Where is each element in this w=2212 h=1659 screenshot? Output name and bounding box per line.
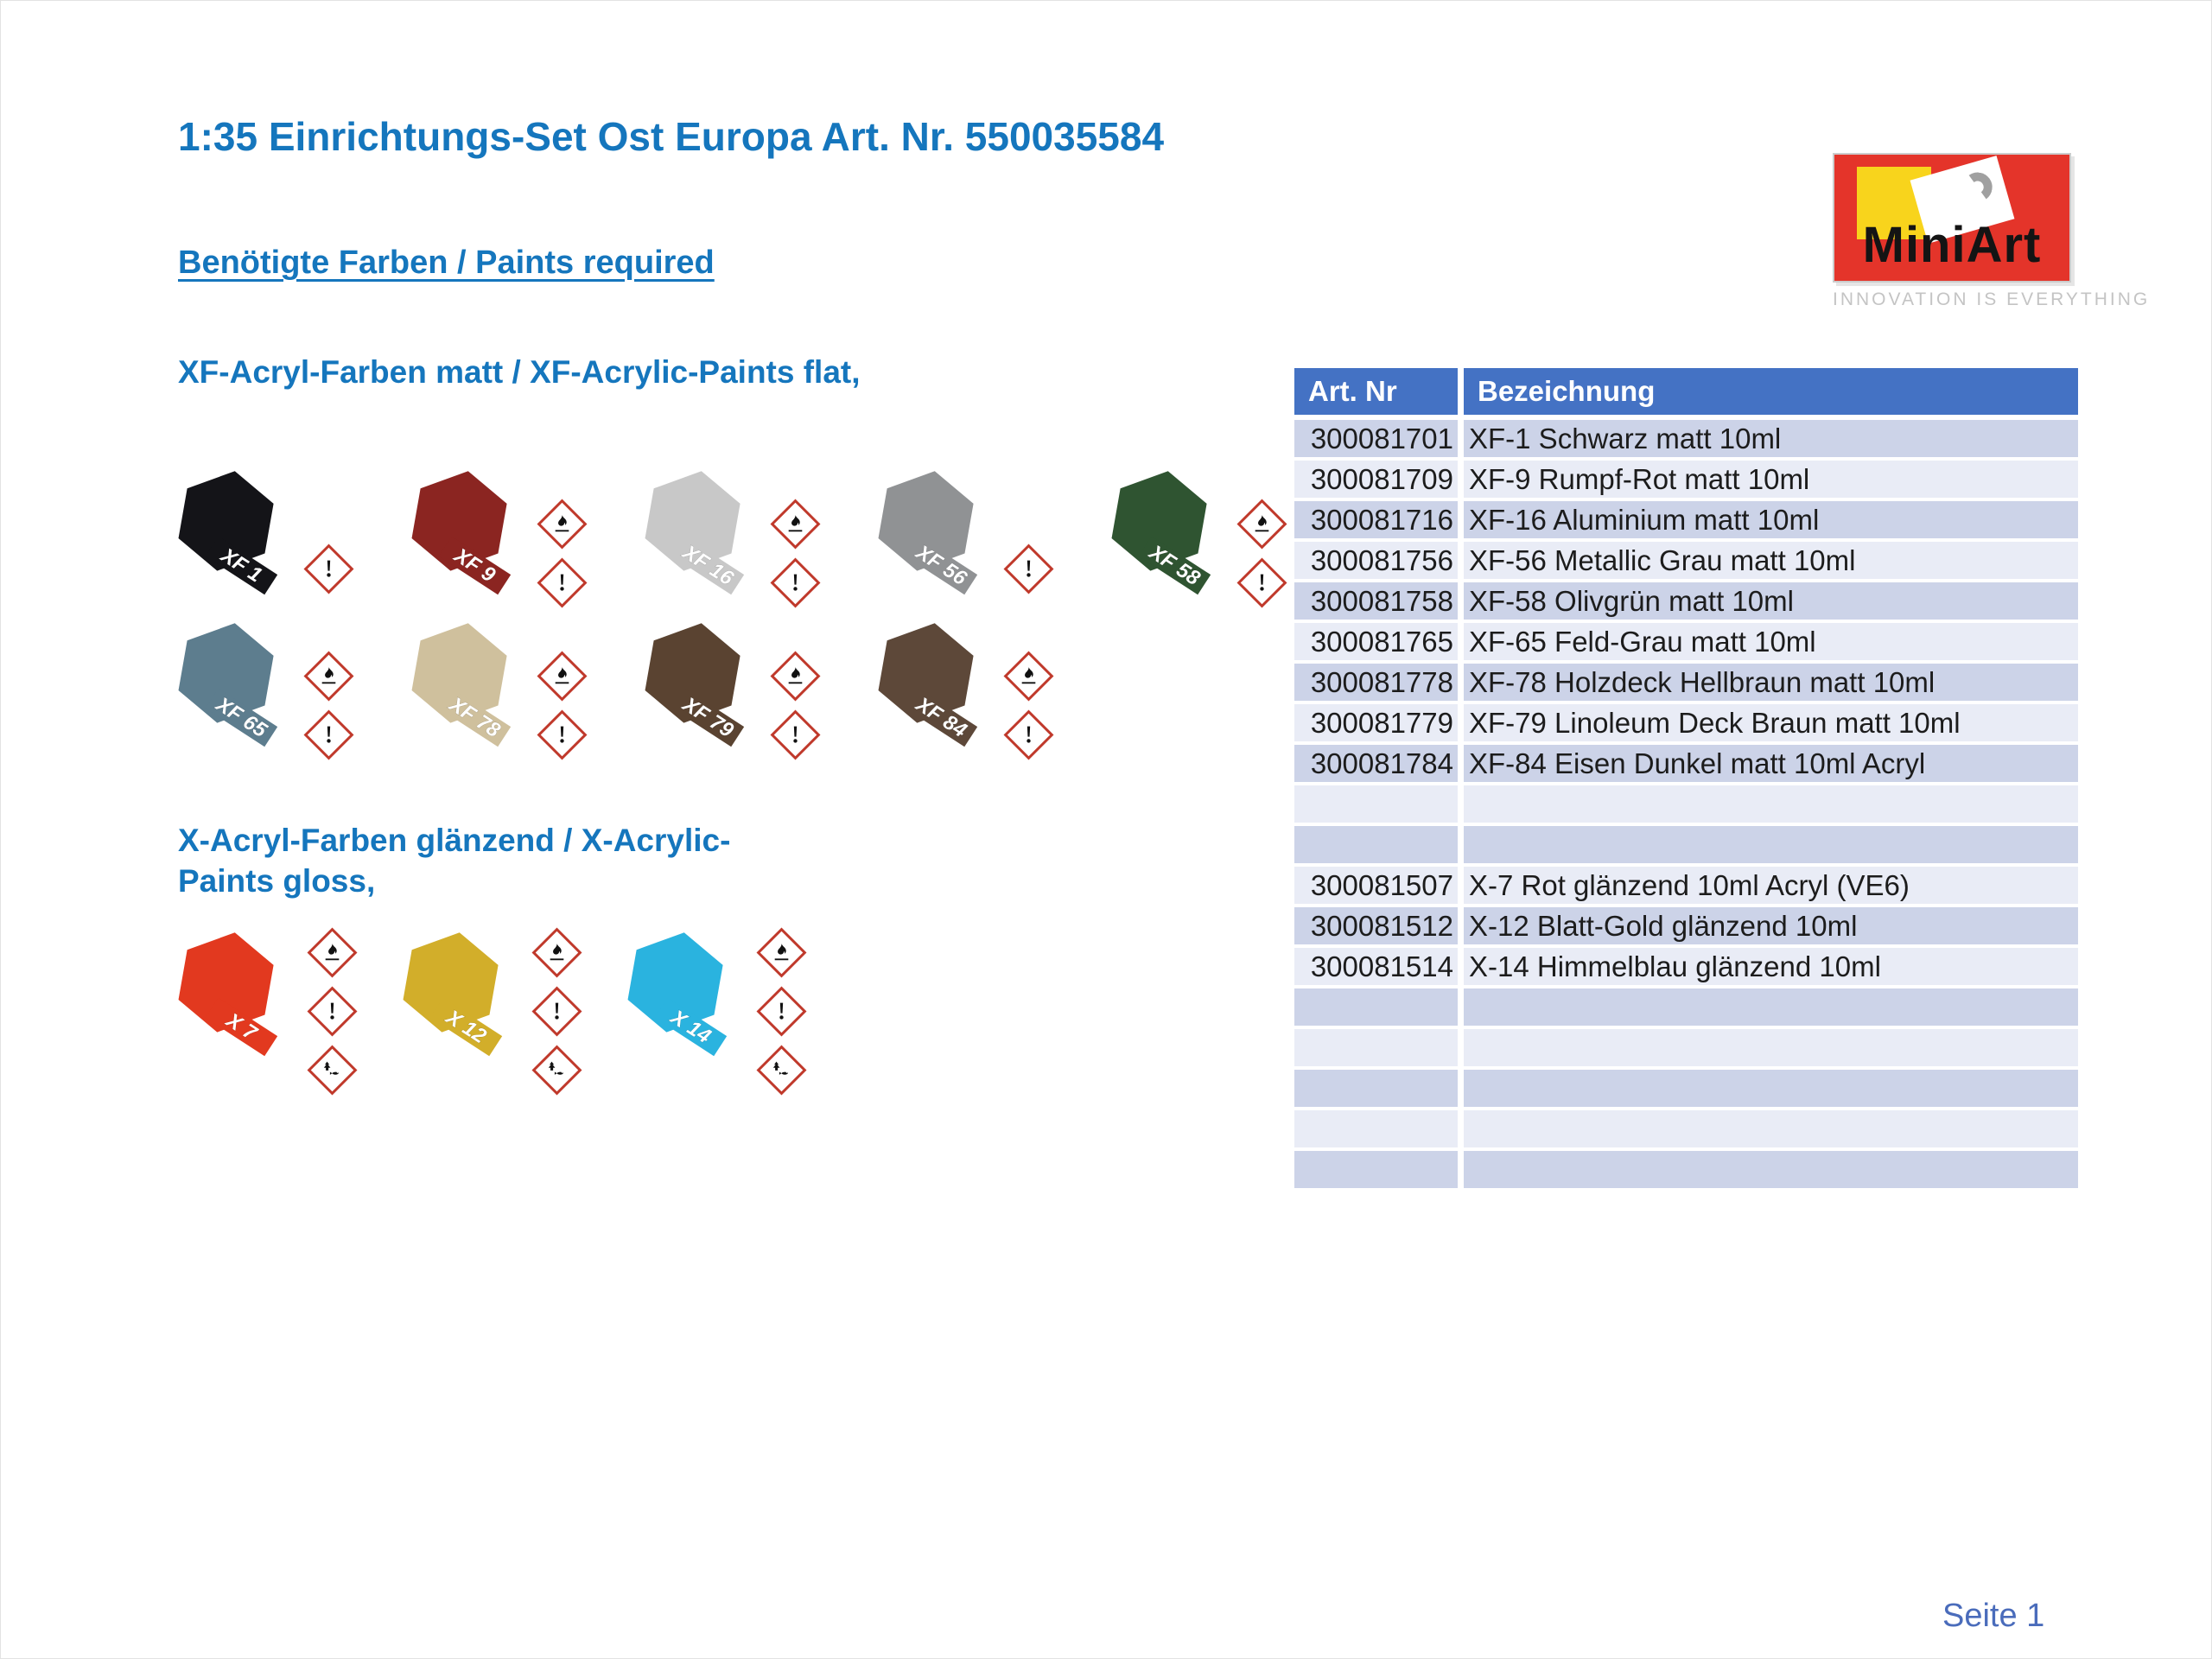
paint-pot-icon: [865, 618, 995, 754]
table-header-row: [1294, 368, 2078, 420]
hazard-diamond: [531, 1045, 582, 1095]
hazard-diamond: [770, 651, 820, 701]
logo-ring-icon: [1961, 170, 1994, 204]
hazard-diamond: [770, 499, 820, 549]
paint-pot-xf-78: [398, 618, 590, 763]
paint-pot-xf-65: [165, 618, 357, 763]
table-row: [1294, 501, 2078, 542]
hazard-stack: [300, 647, 357, 763]
table-row: [1294, 542, 2078, 582]
ghs-irritant-icon: [533, 554, 590, 611]
ghs-irritant-icon: [300, 540, 357, 597]
bezeichnung-cell: [1464, 1151, 2078, 1192]
artnr-cell: 300081756: [1294, 542, 1464, 582]
hazard-diamond: [537, 651, 587, 701]
artnr-cell: 300081778: [1294, 664, 1464, 704]
ghs-flammable-icon: [533, 495, 590, 552]
table-row: [1294, 582, 2078, 623]
hazard-stack: [766, 495, 823, 611]
ghs-flammable-icon: [1233, 495, 1290, 552]
bezeichnung-cell: XF-9 Rumpf-Rot matt 10ml: [1464, 461, 2078, 501]
paint-pot-icon: [165, 466, 295, 602]
bezeichnung-cell: XF-1 Schwarz matt 10ml: [1464, 420, 2078, 461]
svg-text:XF 65: XF 65: [212, 692, 271, 743]
svg-text:X 14: X 14: [666, 1005, 715, 1049]
hazard-diamond: [770, 709, 820, 760]
ghs-irritant-icon: [1000, 540, 1057, 597]
table-row: [1294, 1151, 2078, 1192]
artnr-cell: 300081765: [1294, 623, 1464, 664]
table-row: [1294, 907, 2078, 948]
ghs-irritant-icon: [303, 982, 360, 1039]
ghs-irritant-icon: [766, 706, 823, 763]
paint-pot-icon: [165, 618, 295, 754]
logo-tagline: INNOVATION IS EVERYTHING: [1833, 289, 2151, 309]
table-row: [1294, 948, 2078, 988]
hazard-diamond: [1003, 651, 1053, 701]
hazard-diamond: [756, 927, 806, 977]
paint-pot-icon: [632, 466, 761, 602]
hazard-diamond: [303, 651, 353, 701]
hazard-stack: [1000, 647, 1057, 763]
table-row: [1294, 1029, 2078, 1070]
paint-pot-x-7: [165, 927, 360, 1098]
paint-pot-xf-16: [632, 466, 823, 611]
bezeichnung-cell: [1464, 785, 2078, 826]
table-row: [1294, 623, 2078, 664]
artnr-cell: 300081716: [1294, 501, 1464, 542]
page-number: Seite 1: [1942, 1598, 2045, 1634]
ghs-flammable-icon: [533, 647, 590, 704]
artnr-cell: [1294, 1029, 1464, 1070]
table-row: [1294, 867, 2078, 907]
ghs-irritant-icon: [1000, 706, 1057, 763]
bezeichnung-cell: [1464, 1110, 2078, 1151]
hazard-stack: [766, 647, 823, 763]
hazard-stack: [1000, 540, 1057, 597]
bezeichnung-cell: X-12 Blatt-Gold glänzend 10ml: [1464, 907, 2078, 948]
paint-pot-icon: [632, 618, 761, 754]
hazard-stack: [533, 647, 590, 763]
artnr-cell: [1294, 826, 1464, 867]
paint-pot-xf-9: [398, 466, 590, 611]
ghs-irritant-icon: [528, 982, 585, 1039]
paint-pot-xf-79: [632, 618, 823, 763]
hazard-diamond: [531, 986, 582, 1036]
table-row: [1294, 745, 2078, 785]
paint-pot-xf-1: [165, 466, 357, 602]
ghs-flammable-icon: [303, 924, 360, 981]
ghs-irritant-icon: [533, 706, 590, 763]
hazard-diamond: [307, 986, 357, 1036]
table-row: [1294, 1070, 2078, 1110]
table-row: [1294, 461, 2078, 501]
artnr-cell: 300081709: [1294, 461, 1464, 501]
paint-pot-xf-84: [865, 618, 1057, 763]
bezeichnung-cell: XF-78 Holzdeck Hellbraun matt 10ml: [1464, 664, 2078, 704]
hazard-diamond: [1236, 499, 1287, 549]
table-row: [1294, 704, 2078, 745]
paint-pot-x-14: [614, 927, 810, 1098]
hazard-diamond: [1003, 543, 1053, 594]
section-x-heading: X-Acryl-Farben glänzend / X-Acrylic-Paints gloss,: [178, 823, 731, 899]
artnr-cell: [1294, 785, 1464, 826]
hazard-stack: [753, 924, 810, 1098]
bezeichnung-cell: [1464, 988, 2078, 1029]
ghs-flammable-icon: [753, 924, 810, 981]
logo-box: [1833, 153, 2071, 283]
bezeichnung-cell: XF-79 Linoleum Deck Braun matt 10ml: [1464, 704, 2078, 745]
ghs-flammable-icon: [528, 924, 585, 981]
paint-pot-icon: [165, 927, 295, 1064]
paint-pot-icon: [865, 466, 995, 602]
hazard-diamond: [537, 709, 587, 760]
hazard-stack: [528, 924, 585, 1098]
paint-pot-icon: [390, 927, 519, 1064]
table-row: [1294, 826, 2078, 867]
ghs-environment-icon: [753, 1041, 810, 1098]
artnr-cell: [1294, 988, 1464, 1029]
logo-wordmark: MiniArt: [1862, 217, 2042, 273]
svg-text:XF 84: XF 84: [912, 692, 971, 743]
ghs-irritant-icon: [300, 706, 357, 763]
svg-text:XF 58: XF 58: [1145, 540, 1205, 591]
hazard-diamond: [531, 927, 582, 977]
artnr-cell: [1294, 1070, 1464, 1110]
table-row: [1294, 664, 2078, 704]
paint-pot-xf-56: [865, 466, 1057, 602]
bezeichnung-cell: XF-65 Feld-Grau matt 10ml: [1464, 623, 2078, 664]
bezeichnung-cell: [1464, 826, 2078, 867]
hazard-diamond: [1236, 557, 1287, 607]
col-header-artnr: Art. Nr: [1294, 368, 1464, 420]
bezeichnung-cell: X-14 Himmelblau glänzend 10ml: [1464, 948, 2078, 988]
svg-text:X 12: X 12: [442, 1005, 491, 1049]
artnr-cell: 300081507: [1294, 867, 1464, 907]
bezeichnung-cell: XF-56 Metallic Grau matt 10ml: [1464, 542, 2078, 582]
artnr-cell: 300081758: [1294, 582, 1464, 623]
hazard-stack: [1233, 495, 1290, 611]
table-row: [1294, 988, 2078, 1029]
hazard-diamond: [303, 709, 353, 760]
svg-text:XF 16: XF 16: [678, 540, 738, 591]
ghs-environment-icon: [528, 1041, 585, 1098]
artnr-cell: [1294, 1110, 1464, 1151]
hazard-diamond: [537, 499, 587, 549]
hazard-diamond: [1003, 709, 1053, 760]
svg-text:XF 78: XF 78: [445, 692, 505, 743]
hazard-diamond: [307, 1045, 357, 1095]
paint-pot-icon: [398, 466, 528, 602]
x-paints-row: [165, 927, 810, 1098]
xf-paints-row-2: [165, 618, 1057, 763]
table-row: [1294, 420, 2078, 461]
hazard-diamond: [303, 543, 353, 594]
hazard-diamond: [756, 1045, 806, 1095]
ghs-flammable-icon: [766, 495, 823, 552]
bezeichnung-cell: X-7 Rot glänzend 10ml Acryl (VE6): [1464, 867, 2078, 907]
paint-pot-icon: [398, 618, 528, 754]
hazard-stack: [300, 540, 357, 597]
ghs-flammable-icon: [1000, 647, 1057, 704]
hazard-diamond: [770, 557, 820, 607]
svg-text:XF 1: XF 1: [216, 543, 266, 588]
bezeichnung-cell: XF-84 Eisen Dunkel matt 10ml Acryl: [1464, 745, 2078, 785]
ghs-flammable-icon: [300, 647, 357, 704]
artnr-cell: 300081701: [1294, 420, 1464, 461]
bezeichnung-cell: [1464, 1070, 2078, 1110]
artnr-cell: 300081514: [1294, 948, 1464, 988]
hazard-diamond: [756, 986, 806, 1036]
paint-pot-x-12: [390, 927, 585, 1098]
svg-text:XF 9: XF 9: [449, 543, 499, 588]
hazard-stack: [533, 495, 590, 611]
artnr-cell: 300081512: [1294, 907, 1464, 948]
bezeichnung-cell: XF-58 Olivgrün matt 10ml: [1464, 582, 2078, 623]
ghs-irritant-icon: [766, 554, 823, 611]
table-row: [1294, 1110, 2078, 1151]
artnr-cell: [1294, 1151, 1464, 1192]
col-header-bezeichnung: Bezeichnung: [1464, 368, 2078, 420]
hazard-stack: [303, 924, 360, 1098]
svg-text:XF 56: XF 56: [912, 540, 971, 591]
bezeichnung-cell: [1464, 1029, 2078, 1070]
paint-pot-xf-58: [1098, 466, 1290, 611]
svg-text:X 7: X 7: [221, 1008, 261, 1046]
artnr-cell: 300081784: [1294, 745, 1464, 785]
miniart-logo: [1833, 153, 2151, 310]
bezeichnung-cell: XF-16 Aluminium matt 10ml: [1464, 501, 2078, 542]
ghs-flammable-icon: [766, 647, 823, 704]
ghs-irritant-icon: [753, 982, 810, 1039]
hazard-diamond: [537, 557, 587, 607]
paint-pot-icon: [614, 927, 744, 1064]
paints-required-heading: Benötigte Farben / Paints required: [178, 245, 715, 281]
table-row: [1294, 785, 2078, 826]
ghs-irritant-icon: [1233, 554, 1290, 611]
page-title: 1:35 Einrichtungs-Set Ost Europa Art. Nr. 550035584: [178, 114, 1165, 159]
hazard-diamond: [307, 927, 357, 977]
section-xf-heading: XF-Acryl-Farben matt / XF-Acrylic-Paints flat,: [178, 354, 861, 390]
ghs-environment-icon: [303, 1041, 360, 1098]
xf-paints-row-1: [165, 466, 1290, 611]
paints-table: [1294, 368, 2078, 1192]
svg-text:XF 79: XF 79: [678, 692, 738, 743]
artnr-cell: 300081779: [1294, 704, 1464, 745]
paint-pot-icon: [1098, 466, 1228, 602]
